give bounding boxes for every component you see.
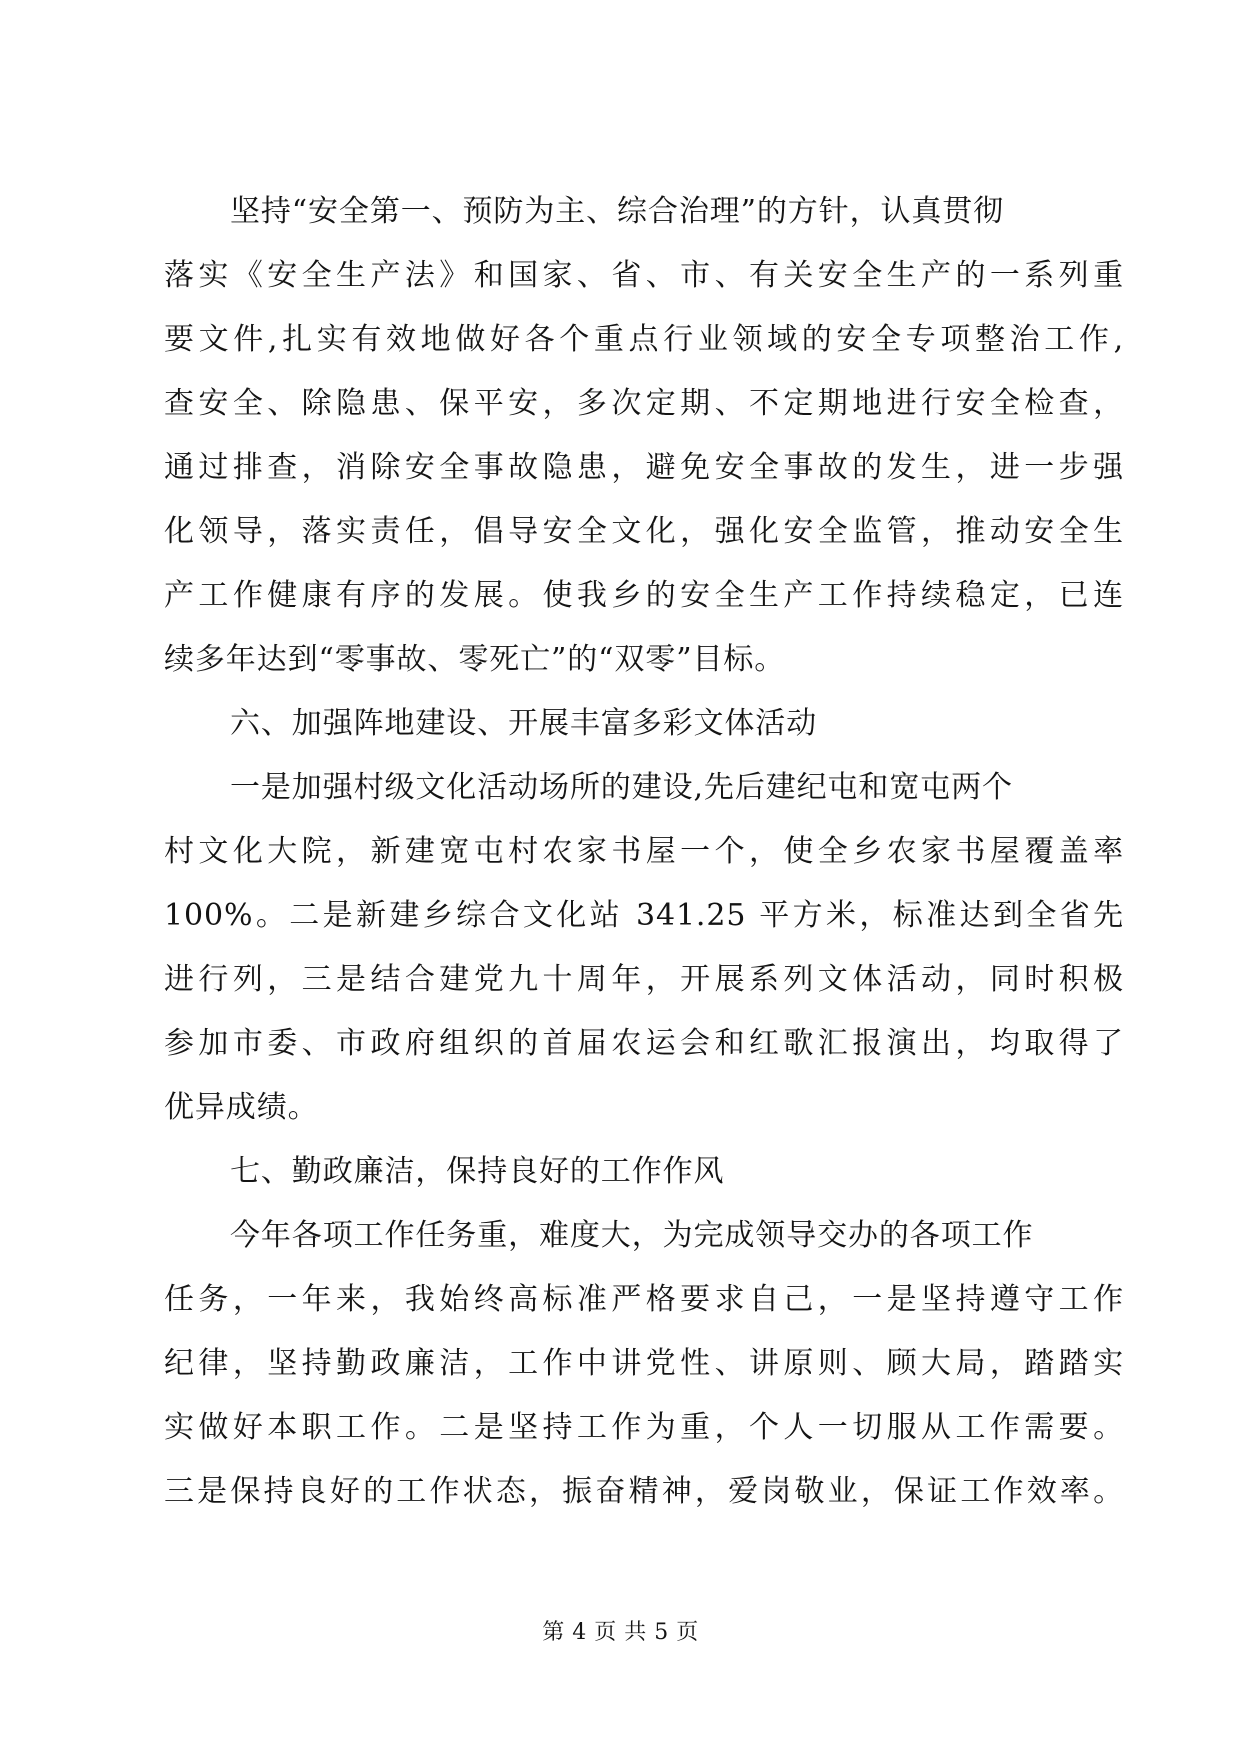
paragraph-line: 任务，一年来，我始终高标准严格要求自己，一是坚持遵守工作	[164, 1282, 1124, 1317]
paragraph-line: 产工作健康有序的发展。使我乡的安全生产工作持续稳定，已连	[164, 578, 1124, 613]
paragraph-line: 今年各项工作任务重，难度大，为完成领导交办的各项工作	[230, 1218, 1034, 1253]
paragraph-line: 优异成绩。	[164, 1090, 319, 1125]
paragraph-line: 实做好本职工作。二是坚持工作为重，个人一切服从工作需要。	[164, 1410, 1124, 1445]
paragraph-line: 要文件,扎实有效地做好各个重点行业领域的安全专项整治工作,	[164, 322, 1124, 357]
paragraph-line: 100%。二是新建乡综合文化站 341.25 平方米，标准达到全省先	[164, 898, 1124, 933]
section-heading: 六、加强阵地建设、开展丰富多彩文体活动	[230, 706, 818, 741]
paragraph-line: 纪律，坚持勤政廉洁，工作中讲党性、讲原则、顾大局，踏踏实	[164, 1346, 1124, 1381]
paragraph-line: 参加市委、市政府组织的首届农运会和红歌汇报演出，均取得了	[164, 1026, 1124, 1061]
paragraph-line: 化领导，落实责任，倡导安全文化，强化安全监管，推动安全生	[164, 514, 1124, 549]
section-heading: 七、勤政廉洁，保持良好的工作作风	[230, 1154, 725, 1189]
paragraph-line: 一是加强村级文化活动场所的建设,先后建纪屯和宽屯两个	[230, 770, 1013, 805]
paragraph-line: 查安全、除隐患、保平安，多次定期、不定期地进行安全检查，	[164, 386, 1124, 421]
paragraph-line: 村文化大院，新建宽屯村农家书屋一个，使全乡农家书屋覆盖率	[164, 834, 1124, 869]
paragraph-line: 三是保持良好的工作状态，振奋精神，爱岗敬业，保证工作效率。	[164, 1474, 1124, 1509]
paragraph-line: 坚持“安全第一、预防为主、综合治理”的方针，认真贯彻	[230, 194, 1005, 229]
page-footer: 第 4 页 共 5 页	[542, 1620, 699, 1645]
paragraph-line: 续多年达到“零事故、零死亡”的“双零”目标。	[164, 642, 786, 677]
paragraph-line: 进行列，三是结合建党九十周年，开展系列文体活动，同时积极	[164, 962, 1124, 997]
paragraph-line: 通过排查，消除安全事故隐患，避免安全事故的发生，进一步强	[164, 450, 1124, 485]
paragraph-line: 落实《安全生产法》和国家、省、市、有关安全生产的一系列重	[164, 258, 1124, 293]
